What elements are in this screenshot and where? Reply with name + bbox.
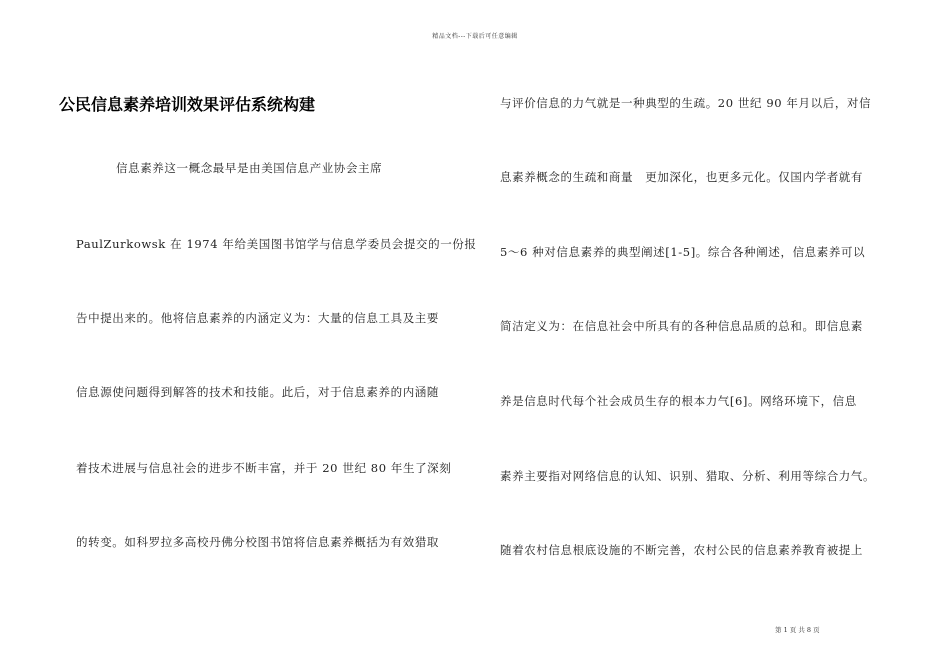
left-column-line: 信息素养这一概念最早是由美国信息产业协会主席 bbox=[116, 161, 383, 175]
right-column-line: 与评价信息的力气就是一种典型的生疏。20 世纪 90 年月以后，对信 bbox=[500, 96, 872, 110]
document-title: 公民信息素养培训效果评估系统构建 bbox=[59, 95, 316, 114]
right-column-line: 简洁定义为：在信息社会中所具有的各种信息品质的总和。即信息素 bbox=[500, 319, 863, 333]
left-column-line: 告中提出来的。他将信息素养的内涵定义为：大量的信息工具及主要 bbox=[76, 311, 439, 325]
right-column-line: 养是信息时代每个社会成员生存的根本力气[6]。网络环境下，信息 bbox=[500, 394, 857, 408]
right-column-line: 素养主要指对网络信息的认知、识别、猎取、分析、利用等综合力气。 bbox=[500, 469, 876, 483]
right-column-line: 随着农村信息根底设施的不断完善，农村公民的信息素养教育被提上 bbox=[500, 543, 863, 557]
right-column-line: 息素养概念的生疏和商量 更加深化，也更多元化。仅国内学者就有 bbox=[500, 170, 863, 184]
page-number: 第 1 页 共 8 页 bbox=[775, 626, 820, 634]
left-column-line: 信息源使问题得到解答的技术和技能。此后，对于信息素养的内涵随 bbox=[76, 385, 439, 399]
right-column-line: 5～6 种对信息素养的典型阐述[1-5]。综合各种阐述，信息素养可以 bbox=[500, 245, 866, 259]
left-column-line: 着技术进展与信息社会的进步不断丰富，并于 20 世纪 80 年生了深刻 bbox=[76, 461, 452, 475]
header-note: 精品文档---下载后可任意编辑 bbox=[432, 33, 518, 40]
left-column-line: PaulZurkowsk 在 1974 年给美国图书馆学与信息学委员会提交的一份报 bbox=[76, 237, 477, 251]
left-column-line: 的转变。如科罗拉多高校丹佛分校图书馆将信息素养概括为有效猎取 bbox=[76, 535, 439, 549]
